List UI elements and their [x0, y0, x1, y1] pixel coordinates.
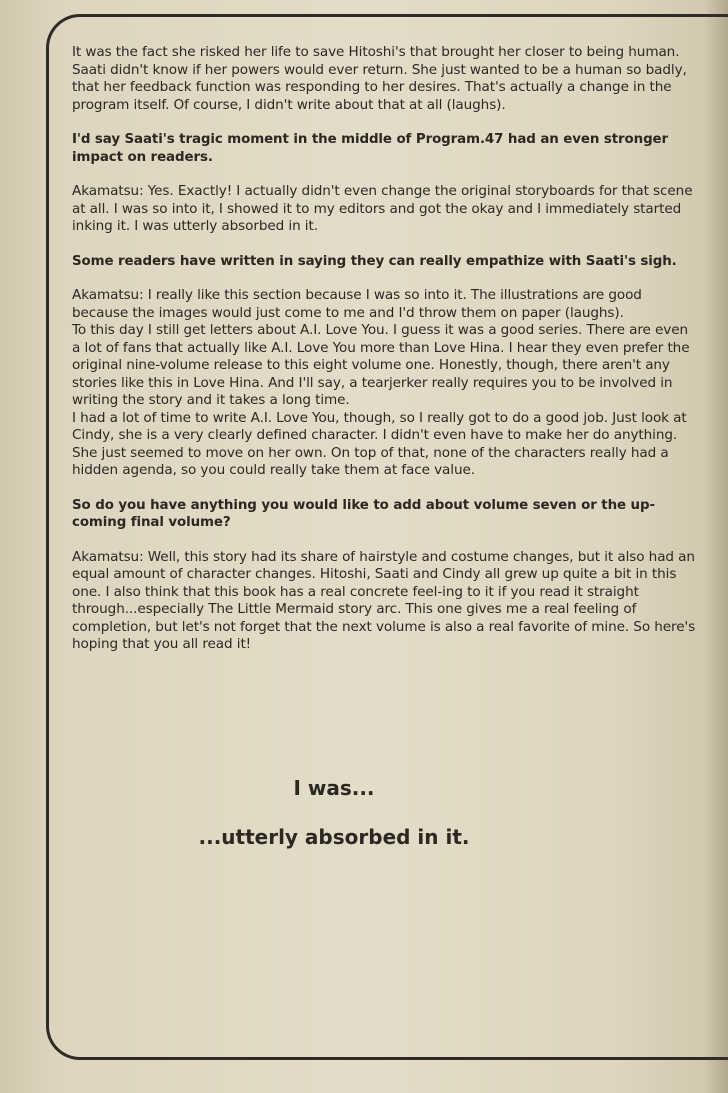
answer-paragraph: Akamatsu: I really like this section because I was so into it. The illustrations are good because the images would just come to me and I'd throw them on paper (laughs). To this day I still get letters about A.I. Love You. I guess it was a good series. There are even a lot of fans that actually like A.I. Love You more than Love Hina. I hear they even prefer the original nine-volume release to this eight volume one. Honestly, though, there aren't any stories like this in Love Hina. And I'll say, a tearjerker really requires you to be involved in writing the story and it takes a long time. I had a lot of time to write A.I. Love You, though, so I really got to do a good job. Just look at Cindy, she is a very clearly defined character. I didn't even have to make her do anything. She just seemed to move on her own. On top of that, none of the characters really had a hidden agenda, so you could really take them at face value. [72, 287, 690, 478]
interview-text [72, 44, 700, 671]
closing-line-1: I was... [293, 776, 375, 800]
closing-line-2: ...utterly absorbed in it. [198, 825, 470, 849]
question-paragraph: So do you have anything you would like to add about volume seven or the up-coming final volume? [72, 497, 655, 530]
question-paragraph: I'd say Saati's tragic moment in the middle of Program.47 had an even stronger impact on readers. [72, 132, 669, 165]
answer-paragraph: Akamatsu: Yes. Exactly! I actually didn't even change the original storyboards for that scene at all. I was so into it, I showed it to my editors and got the okay and I immediately started inking it. I was utterly absorbed in it. [72, 183, 693, 234]
page-spine-shadow [704, 0, 728, 1093]
answer-paragraph: It was the fact she risked her life to save Hitoshi's that brought her closer to being human. Saati didn't know if her powers would ever return. She just wanted to be a human so badly, that her feedback function was responding to her desires. That's actually a change in the program itself. Of course, I didn't write about that at all (laughs). [72, 44, 687, 113]
question-paragraph: Some readers have written in saying they can really empathize with Saati's sigh. [72, 253, 677, 269]
answer-paragraph: Akamatsu: Well, this story had its share of hairstyle and costume changes, but it also had an equal amount of character changes. Hitoshi, Saati and Cindy all grew up quite a bit in this one. I also think that this book has a real concrete feel-ing to it if you read it straight through...especially The Little Mermaid story arc. This one gives me a real feeling of completion, but let's not forget that the next volume is also a real favorite of mine. So here's hoping that you all read it! [72, 548, 696, 652]
